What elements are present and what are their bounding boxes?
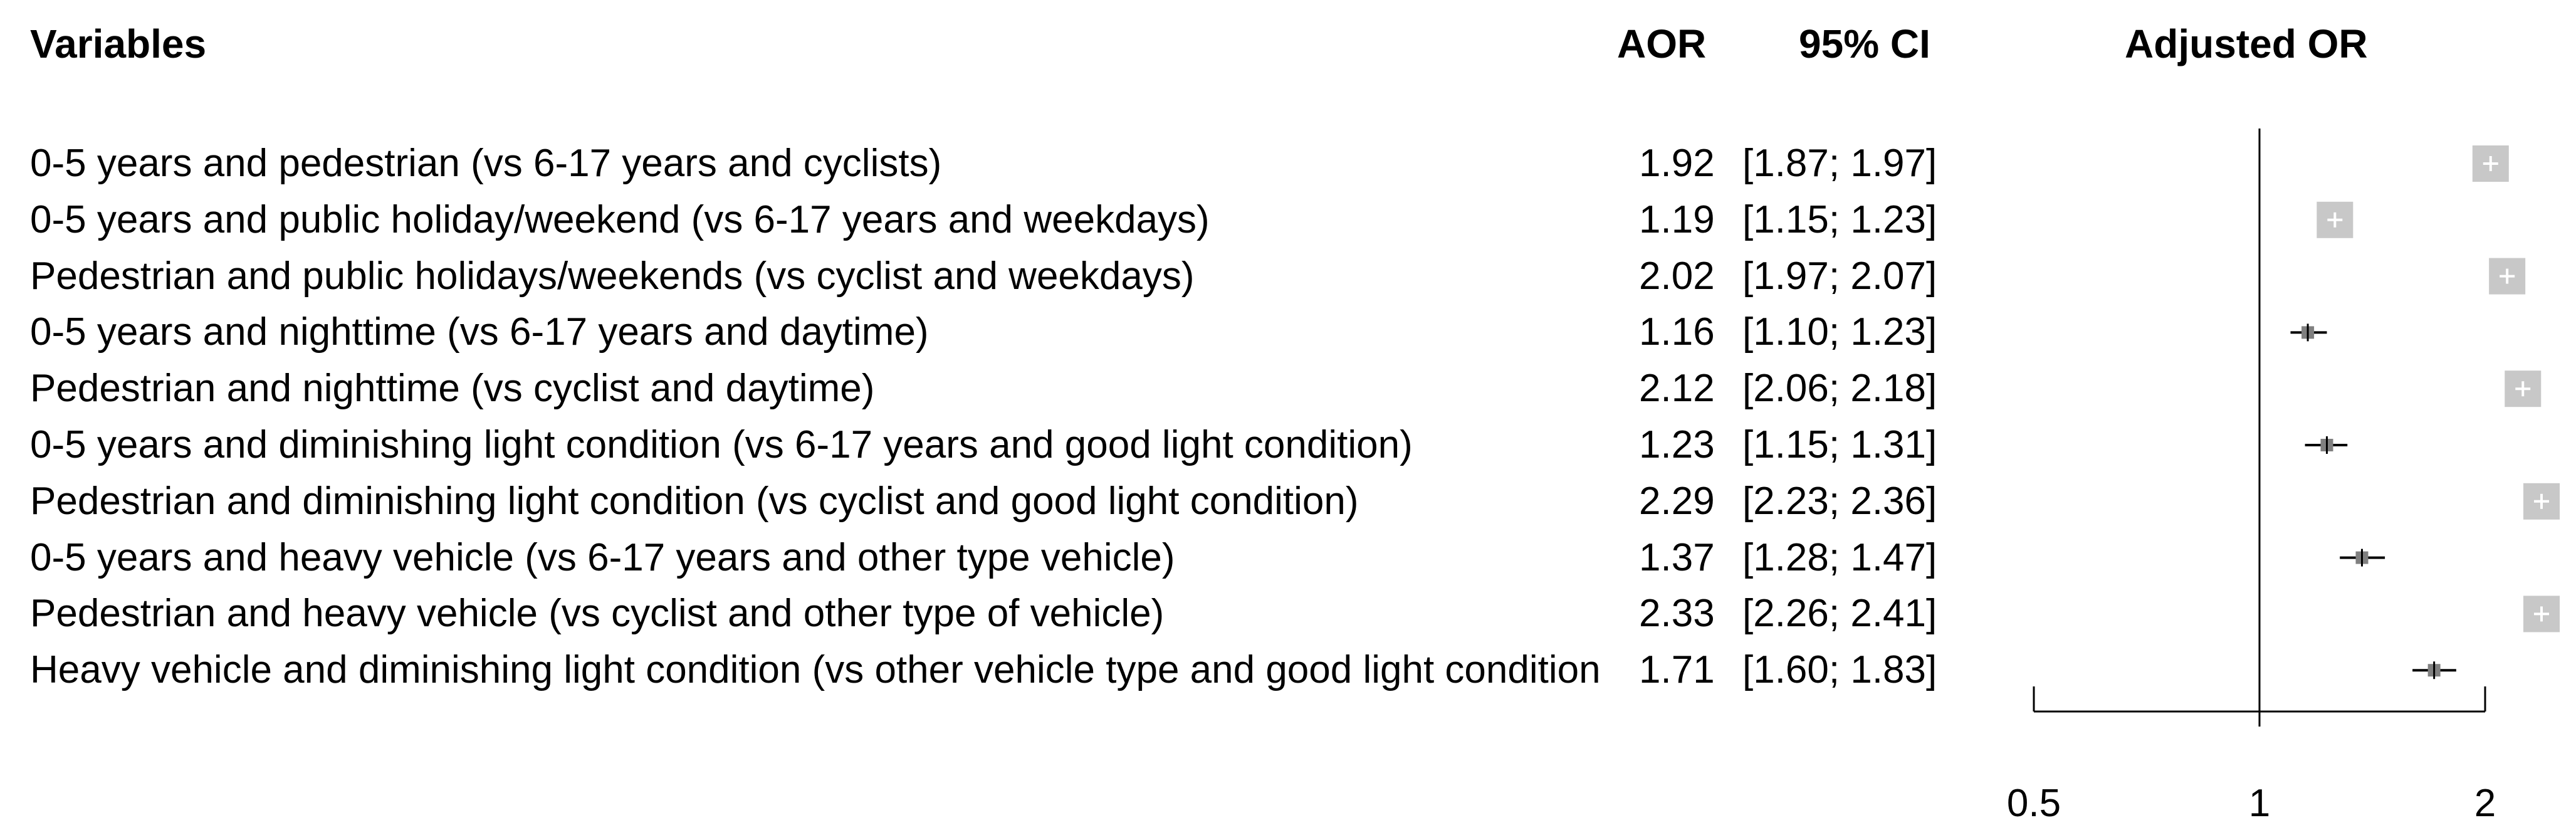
row-aor: 2.12 [1639,367,1715,411]
row-ci: [2.06; 2.18] [1742,367,1937,411]
row-ci: [1.15; 1.31] [1742,423,1937,466]
row-aor: 1.71 [1639,648,1715,692]
row-ci: [1.28; 1.47] [1742,535,1937,579]
x-tick-label: 2 [2474,782,2496,825]
row-label: 0-5 years and pedestrian (vs 6-17 years and cyclists) [30,142,942,185]
row-label: 0-5 years and heavy vehicle (vs 6-17 years and other type vehicle) [30,535,1175,579]
row-aor: 2.02 [1639,254,1715,298]
row-label: Heavy vehicle and diminishing light condition (vs other vehicle type and good light condition [30,648,1601,692]
row-label: 0-5 years and public holiday/weekend (vs 6-17 years and weekdays) [30,197,1210,241]
row-ci: [1.15; 1.23] [1742,197,1937,241]
x-tick-label: 0.5 [2006,782,2061,825]
row-label: 0-5 years and diminishing light condition (vs 6-17 years and good light condition) [30,423,1413,466]
aor-header: AOR [1617,21,1707,66]
row-aor: 1.16 [1639,310,1715,354]
row-aor: 2.33 [1639,592,1715,636]
row-aor: 2.29 [1639,479,1715,523]
row-ci: [2.26; 2.41] [1742,592,1937,636]
row-ci: [1.97; 2.07] [1742,254,1937,298]
ci-header: 95% CI [1799,21,1930,66]
row-ci: [1.60; 1.83] [1742,648,1937,692]
row-label: 0-5 years and nighttime (vs 6-17 years and daytime) [30,310,929,354]
plot-title: Adjusted OR [2125,21,2368,66]
row-label: Pedestrian and diminishing light condition (vs cyclist and good light condition) [30,479,1359,523]
row-aor: 1.23 [1639,423,1715,466]
row-label: Pedestrian and heavy vehicle (vs cyclist and other type of vehicle) [30,592,1165,636]
row-label: Pedestrian and nighttime (vs cyclist and daytime) [30,367,875,411]
row-aor: 1.19 [1639,197,1715,241]
row-ci: [2.23; 2.36] [1742,479,1937,523]
x-tick-label: 1 [2248,782,2271,825]
row-ci: [1.10; 1.23] [1742,310,1937,354]
row-ci: [1.87; 1.97] [1742,142,1937,185]
variables-header: Variables [30,21,207,66]
row-aor: 1.92 [1639,142,1715,185]
row-label: Pedestrian and public holidays/weekends (vs cyclist and weekdays) [30,254,1195,298]
row-aor: 1.37 [1639,535,1715,579]
